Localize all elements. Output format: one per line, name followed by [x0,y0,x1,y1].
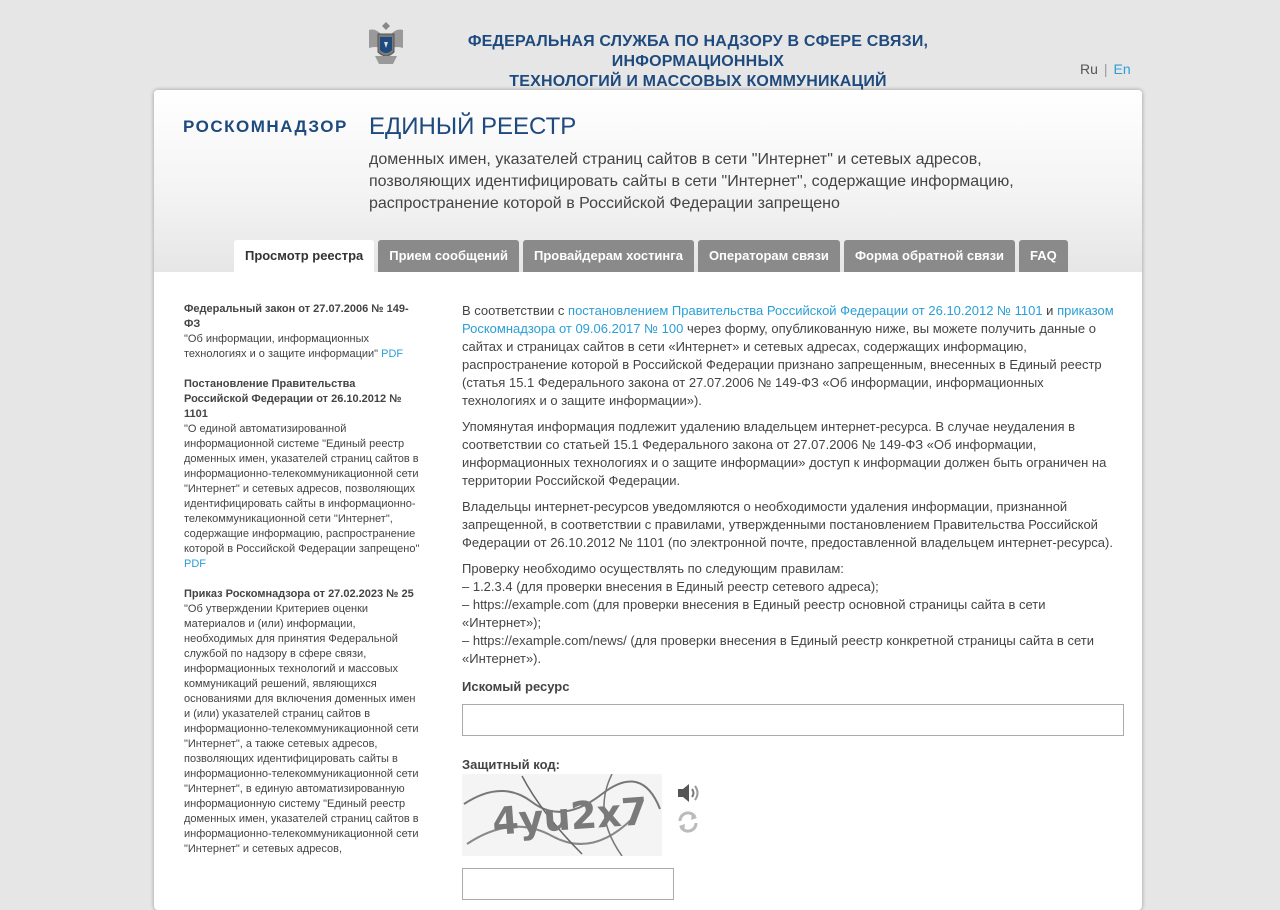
tab-submit-report[interactable]: Прием сообщений [378,240,519,272]
intro-text-mid: и [1042,303,1058,318]
doc-title: Постановление Правительства Российской Федерации от 26.10.2012 № 1101 [184,378,402,420]
language-switcher [1080,61,1131,77]
search-label: Искомый ресурс [462,679,570,694]
lang-separator: | [1103,61,1108,77]
page-subtitle: доменных имен, указателей страниц сайтов в сети "Интернет" и сетевых адресов, позволяющих идентифицировать сайты в сети "Интернет", содержащие информацию, распространение которой в Российской Федерации запрещено [369,151,1014,212]
intro-text-post: через форму, опубликованную ниже, вы можете получить данные о сайтах и страницах сайтов в сети «Интернет» и сетевых адресах, содержащих информацию, распространение которой в Российской Федерации признано запрещенным, внесенных в Единый реестр (статья 15.1 Федерального закона от 27.07.2006 № 149-ФЗ «Об информации, информационных технологиях и о защите информации»). [462,321,1102,408]
doc-description: "О единой автоматизированной информационной системе "Единый реестр доменных имен, указателей страниц сайтов в информационно-телекоммуникационной сети "Интернет" и сетевых адресов, позволяющих идентифицировать сайты в информационно-телекоммуникационной сети "Интернет", содержащие информацию, распространение которой в Российской Федерации запрещено" [184,423,420,555]
card-header [154,90,1142,272]
main-card [154,90,1142,910]
captcha-label: Защитный код: [462,757,560,772]
refresh-icon[interactable] [676,810,700,834]
rule-item: – https://example.com (для проверки внесения в Единый реестр основной страницы сайта в сети «Интернет»); [462,597,1046,630]
lang-en-link[interactable]: En [1113,61,1131,77]
captcha-text: 4yu2x7 [490,789,650,844]
doc-description: "Об утверждении Критериев оценки материалов и (или) информации, необходимых для принятия Федеральной службой по надзору в сфере связи, информационных технологий и массовых коммуникаций решений, являющихся основаниями для включения доменных имен и (или) указателей страниц сайтов в информационно-телекоммуникационной сети "Интернет", а также сетевых адресов, позволяющих идентифицировать сайты в информационно-телекоммуникационной сети "Интернет", в единую автоматизированную информационную систему "Единый реестр доменных имен, указателей страниц сайтов в информационно-телекоммуникационной сети "Интернет" и сетевых адресов, [184,603,419,855]
resolution-1101-link[interactable]: постановлением Правительства Российской Федерации от 26.10.2012 № 1101 [568,303,1043,318]
tab-hosting-providers[interactable]: Провайдерам хостинга [523,240,694,272]
main-nav-tabs [234,240,1072,272]
tab-faq[interactable]: FAQ [1019,240,1068,272]
doc-title: Приказ Роскомнадзора от 27.02.2023 № 25 [184,588,414,600]
main-content [462,302,1120,858]
roskomnadzor-logo[interactable]: РОСКОМНАДЗОР [183,117,348,136]
rule-item: – 1.2.3.4 (для проверки внесения в Единый реестр сетевого адреса); [462,579,879,594]
order-100-link[interactable]: приказом Роскомнадзора от 09.06.2017 № 100 [462,303,1114,336]
lang-ru-link[interactable]: Ru [1080,61,1098,77]
owners-paragraph: Владельцы интернет-ресурсов уведомляются о необходимости удаления информации, признанной запрещенной, в соответствии с правилами, утвержденными постановлением Правительства Российской Федерации от 26.10.2012 № 1101 (по электронной почте, предоставленной владельцем интернет-ресурса). [462,499,1113,550]
rules-intro: Проверку необходимо осуществлять по следующим правилам: [462,561,844,576]
doc-description: "Об информации, информационных технологиях и о защите информации" [184,333,379,360]
captcha-block [462,774,1120,858]
search-input[interactable] [462,704,1124,736]
rule-item: – https://example.com/news/ (для проверки внесения в Единый реестр конкретной страницы сайта в сети «Интернет»). [462,633,1094,666]
site-header [0,0,1280,90]
tab-telecom-operators[interactable]: Операторам связи [698,240,840,272]
removal-paragraph: Упомянутая информация подлежит удалению владельцем интернет-ресурса. В случае неудаления в соответствии со статьей 15.1 Федерального закона от 27.07.2006 № 149-ФЗ «Об информации, информационных технологиях и о защите информации» доступ к информации должен быть ограничен на территории Российской Федерации. [462,419,1107,488]
agency-name [418,32,978,92]
legal-docs-sidebar [184,302,420,872]
captcha-input[interactable] [462,868,674,900]
speaker-icon[interactable] [676,781,702,805]
agency-name-line2: ТЕХНОЛОГИЙ И МАССОВЫХ КОММУНИКАЦИЙ [509,73,887,90]
intro-text-pre: В соответствии с [462,303,569,318]
doc-pdf-link[interactable]: PDF [381,348,404,360]
doc-pdf-link[interactable]: PDF [184,558,206,570]
intro-paragraph [462,302,1120,410]
doc-title: Федеральный закон от 27.07.2006 № 149-ФЗ [184,303,409,330]
check-rules [462,560,1120,668]
list-item [184,587,420,857]
page-title: ЕДИНЫЙ РЕЕСТР [369,113,577,140]
tab-feedback-form[interactable]: Форма обратной связи [844,240,1015,272]
list-item [184,377,420,572]
list-item [184,302,420,362]
captcha-image [462,774,662,856]
coat-of-arms-icon [363,18,409,70]
agency-name-line1: ФЕДЕРАЛЬНАЯ СЛУЖБА ПО НАДЗОРУ В СФЕРЕ СВЯЗИ, ИНФОРМАЦИОННЫХ [467,33,929,70]
tab-view-registry[interactable]: Просмотр реестра [234,240,374,272]
